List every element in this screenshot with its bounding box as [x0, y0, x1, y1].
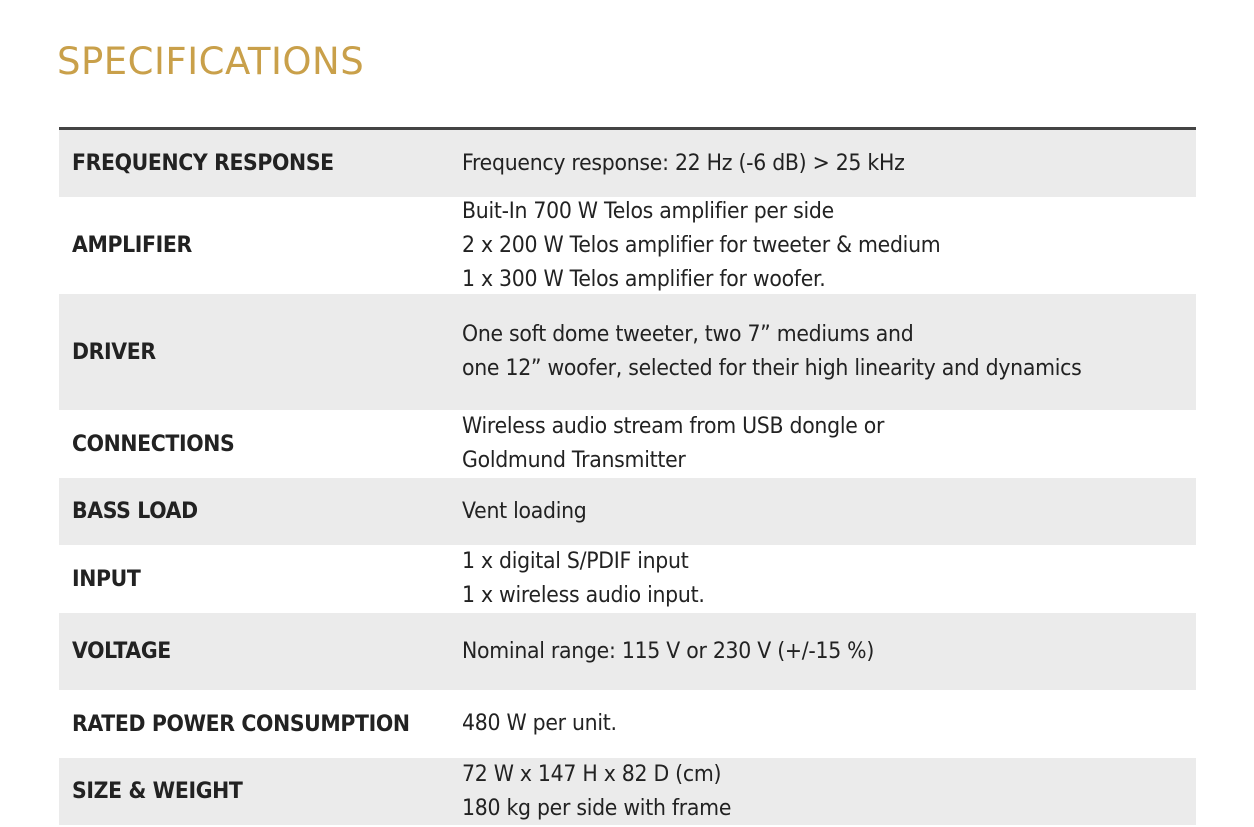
spec-value-line: 2 x 200 W Telos amplifier for tweeter & medium: [462, 232, 941, 258]
spec-row-rated-power-consumption: [59, 690, 1196, 758]
spec-value: [462, 147, 1196, 181]
page-title: SPECIFICATIONS: [57, 40, 365, 83]
spec-label: INPUT: [72, 566, 141, 592]
spec-value: [462, 707, 1196, 741]
spec-value-line: Frequency response: 22 Hz (-6 dB) > 25 kHz: [462, 150, 905, 176]
spec-label: BASS LOAD: [72, 499, 198, 524]
spec-value-line: 480 W per unit.: [462, 711, 617, 736]
spec-value: [462, 318, 1196, 386]
spec-value-line: 72 W x 147 H x 82 D (cm): [462, 761, 722, 787]
specifications-table: [59, 127, 1196, 825]
spec-row-voltage: [59, 613, 1196, 690]
spec-value: [462, 545, 1196, 613]
spec-value: [462, 195, 1196, 297]
spec-label: FREQUENCY RESPONSE: [72, 151, 334, 176]
spec-value-line: 180 kg per side with frame: [462, 795, 732, 821]
spec-value: [462, 410, 1196, 478]
spec-row-input: [59, 545, 1196, 613]
spec-value: [462, 495, 1196, 529]
spec-row-size-weight: [59, 758, 1196, 825]
spec-value-line: Buit-In 700 W Telos amplifier per side: [462, 198, 834, 224]
spec-row-bass-load: [59, 478, 1196, 545]
spec-value: [462, 758, 1196, 826]
spec-label: SIZE & WEIGHT: [72, 779, 243, 804]
spec-value-line: One soft dome tweeter, two 7” mediums and: [462, 322, 914, 347]
spec-value: [462, 635, 1196, 669]
spec-row-frequency-response: [59, 130, 1196, 197]
spec-label: RATED POWER CONSUMPTION: [72, 711, 410, 737]
spec-value-line: 1 x digital S/PDIF input: [462, 549, 689, 574]
spec-row-connections: [59, 410, 1196, 478]
spec-value-line: Wireless audio stream from USB dongle or: [462, 414, 885, 439]
spec-row-amplifier: [59, 197, 1196, 294]
spec-value-line: 1 x wireless audio input.: [462, 583, 705, 608]
spec-value-line: Goldmund Transmitter: [462, 448, 686, 473]
spec-label: CONNECTIONS: [72, 431, 235, 457]
spec-label: DRIVER: [72, 339, 156, 365]
spec-label: VOLTAGE: [72, 639, 171, 664]
spec-value-line: 1 x 300 W Telos amplifier for woofer.: [462, 266, 826, 292]
spec-row-driver: [59, 294, 1196, 410]
spec-label: AMPLIFIER: [72, 233, 192, 258]
spec-value-line: one 12” woofer, selected for their high linearity and dynamics: [462, 356, 1082, 381]
spec-value-line: Nominal range: 115 V or 230 V (+/-15 %): [462, 638, 875, 664]
spec-value-line: Vent loading: [462, 498, 587, 524]
